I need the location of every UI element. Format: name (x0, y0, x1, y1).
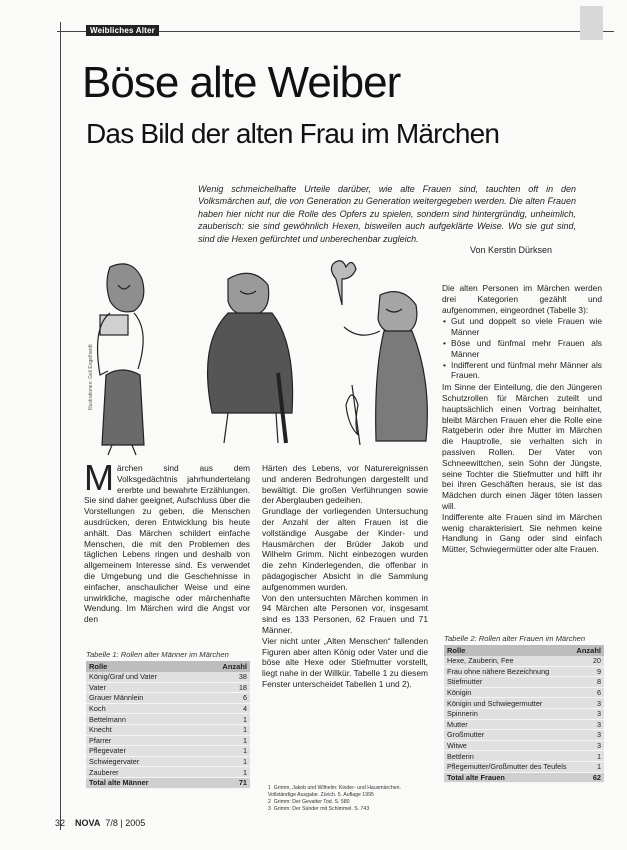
table-row: Pfarrer 1 (86, 735, 250, 746)
woman-reading-figure (98, 264, 144, 455)
magazine-name: NOVA (75, 818, 101, 828)
page-footer (55, 818, 145, 828)
table-row: Spinnerin 3 (444, 708, 604, 719)
woman-cane-figure (208, 273, 293, 443)
table-row: Knecht 1 (86, 724, 250, 735)
table1-header-role: Rolle (86, 661, 202, 672)
table1-caption: Tabelle 1: Rollen alter Männer im Märchen (86, 650, 229, 659)
table-row: Vater 18 (86, 682, 250, 693)
col2-text4: Vier nicht unter „Alten Menschen“ fallenden Figuren aber alten König oder Vater und die böse alte Hexe oder Stiefmutter vorstellt, liegt nahe in der Willkür. Tabelle 1 zu diesem Fenster unterscheidet Tabellen 1 und 2). (262, 635, 428, 689)
old-women-illustration (80, 255, 440, 460)
footnote: 2 Grimm: Der Gevatter Tod. S. 580 (268, 799, 350, 805)
table-row: Zauberer 1 (86, 767, 250, 778)
table-row: Hexe, Zauberin, Fee 20 (444, 656, 604, 666)
corner-block (580, 6, 603, 40)
list-item: • Böse und fünfmal mehr Frauen als Männer (451, 338, 602, 360)
left-rule (60, 22, 61, 830)
section-tag: Weibliches Alter (86, 25, 159, 36)
table2-header-count: Anzahl (573, 645, 604, 656)
table-row: König/Graf und Vater 38 (86, 672, 250, 682)
table1-header-count: Anzahl (202, 661, 250, 672)
table-row: Pflegemutter/Großmutter des Teufels 1 (444, 761, 604, 772)
table-row: Schwiegervater 1 (86, 756, 250, 767)
drop-cap: M (84, 457, 114, 498)
issue-label: 7/8 | 2005 (105, 818, 146, 828)
illustration-credit: Illustrationen: Geli Engelhardt (88, 344, 94, 410)
col3-text3: Indifferente alte Frauen sind im Märchen wenig charakterisiert. Sie nehmen keine Handlung in Gang oder sind einfach Mütter, Schwiegermütter oder alte Frauen. (442, 511, 602, 555)
intro-text: Wenig schmeichelhafte Urteile darüber, wie alte Frauen sind, tauchten oft in den Volksmärchen auf, die von Generation zu Generation weitergegeben werden. Die alten Frauen haben hier nicht nur die Rolle des Opfers zu spielen, sondern sind hintergründig, unheimlich, zauberisch: sie sind gewöhnlich Hexen, bisweilen auch aufgeklärte Weise. Wo sie gut sind, sind die Hexen gefürchtet und unberechenbar zugleich. (198, 184, 576, 244)
table-total-row: Total alte Frauen 62 (444, 772, 604, 783)
table-old-women (444, 645, 604, 783)
page-title: Böse alte Weiber (82, 58, 401, 107)
col3-text1: Die alten Personen im Märchen werden drei Kategorien gezählt und aufgenommen, eingeordnet (Tabelle 3): (442, 283, 602, 315)
table-row: Königin und Schwiegermutter 3 (444, 698, 604, 709)
woman-flower-figure (331, 261, 427, 445)
list-item: • Gut und doppelt so viele Frauen wie Männer (451, 316, 602, 338)
col2-text1: Härten des Lebens, vor Naturereignissen und anderen Bedrohungen dargestellt und bewältigt. Die großen Verführungen sowie der Aberglauben gedeihen. (262, 463, 428, 506)
table-row: Grauer Männlein 6 (86, 693, 250, 704)
table-row: Stiefmutter 8 (444, 677, 604, 688)
table2-header-role: Rolle (444, 645, 573, 656)
table-row: Mutter 3 (444, 719, 604, 730)
column-1 (84, 457, 250, 625)
table-old-men (86, 661, 250, 789)
list-item: • Indifferent und fünfmal mehr Männer als Frauen. (451, 360, 602, 382)
author-line: Von Kerstin Dürksen (470, 245, 553, 255)
footnote: 3 Grimm: Der Sünder mit Schimmel. S. 743 (268, 806, 370, 812)
table-row: Koch 4 (86, 703, 250, 714)
col2-text3: Von den untersuchten Märchen kommen in 94 Märchen alte Personen vor, insgesamt sind es 133 Personen, 62 Frauen und 71 Männer. (262, 592, 428, 635)
table-total-row: Total alte Männer 71 (86, 777, 250, 788)
footnotes (268, 785, 428, 813)
table-row: Bettlerin 1 (444, 751, 604, 762)
footnote: 1 Grimm, Jakob und Wilhelm: Kinder- und Hausmärchen. Vollständige Ausgabe. Zürich. 5. Auflage 1995 (268, 785, 401, 798)
table-row: Frau ohne nähere Bezeichnung 9 (444, 666, 604, 677)
column-3 (442, 283, 602, 555)
page-number: 32 (55, 818, 66, 828)
table-row: Königin 6 (444, 687, 604, 698)
page-subtitle: Das Bild der alten Frau im Märchen (86, 118, 500, 149)
column-2 (262, 463, 428, 690)
col2-text2: Grundlage der vorliegenden Untersuchung der Anzahl der alten Frauen ist die vollständige Ausgabe der Kinder- und Hausmärchen der Brüder Jakob und Wilhelm Grimm. Nicht einbezogen wurden die zehn Kinderlegenden, die offenbar in pädagogischer Absicht in die Sammlung aufgenommen wurden. (262, 506, 428, 592)
col1-text: ärchen sind aus dem Volksgedächtnis jahrhundertelang ererbte und bewahrte Erzählungen. Sie sind daher geeignet, Aufschluss über die Vorstellungen zu geben, die Menschen ausdrücken, deren Entwicklung bis heute anhält. Das Märchen schildert einfache Menschen, die mit den Problemen des täglichen Lebens ringen und deshalb von allgemeinem Interesse sind. Es verwendet die Umgebung und die Geschehnisse in einfacher, anschaulicher Weise und eine unwirkliche, magische oder märchenhafte Wendung. Im Märchen wird die Angst vor den (84, 463, 250, 625)
col3-text2: Im Sinne der Einteilung, die den Jüngeren Schutzrollen für Märchen zuteilt und hauptsächlich einen Vortrag beinhaltet, bleibt Märchen Frauen eher die Rolle eine Ratgeberin oder ihre Mutter im Märchen die Hauptrolle, sie verhalten sich in passiven Rollen. Der Vater von Schneewittchen, sein Sohn der Jüngste, seine Tochter die Stiefmutter und hilft ihr bei ihren Geschäften heraus, sie ist das Mädchen durch einen Jäger töten lassen will. (442, 382, 602, 511)
table-row: Witwe 3 (444, 740, 604, 751)
table-row: Bettelmann 1 (86, 714, 250, 725)
table2-caption: Tabelle 2: Rollen alter Frauen im Märchen (444, 634, 586, 643)
table-row: Großmutter 3 (444, 730, 604, 741)
col3-bullet-list (442, 316, 602, 381)
table-row: Pflegevater 1 (86, 746, 250, 757)
